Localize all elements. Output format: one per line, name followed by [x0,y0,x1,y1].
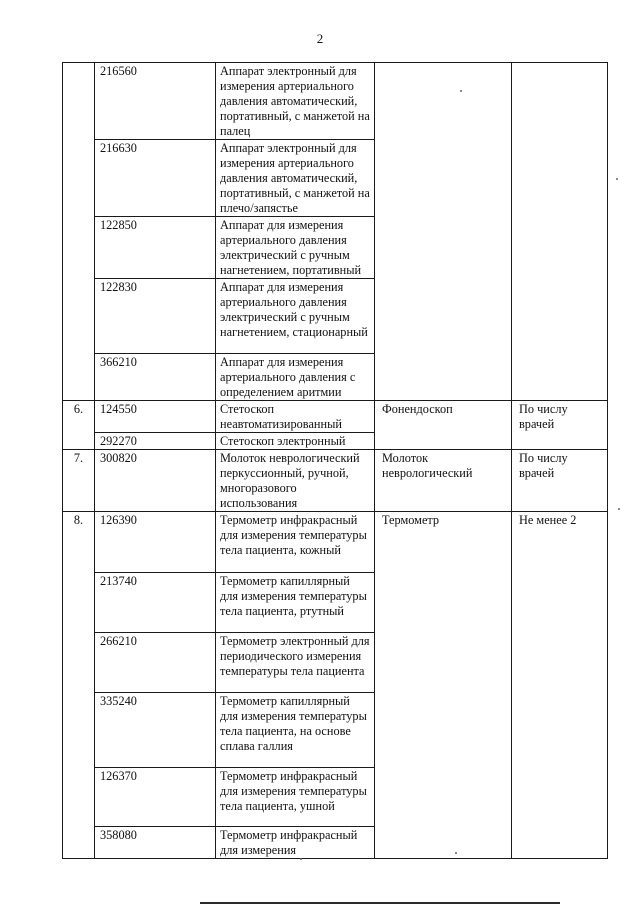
quantity-cell: Не менее 2 [512,512,608,859]
description-cell: Термометр инфракрасный для измерения температуры тела пациента, ушной [216,768,375,827]
code-cell: 300820 [95,450,216,512]
scan-speck [300,858,302,860]
description-cell: Стетоскоп неавтоматизированный [216,401,375,433]
scan-edge-line [200,902,560,904]
code-cell: 124550 [95,401,216,433]
page-number: 2 [316,31,324,46]
device-name-cell: Термометр [375,512,512,859]
description-cell: Аппарат для измерения артериального давления электрический с ручным нагнетением, портативный [216,217,375,279]
quantity-cell [512,63,608,401]
table-row [63,63,608,140]
table-row [63,401,608,433]
scan-speck [618,508,620,510]
description-cell: Термометр капиллярный для измерения температуры тела пациента, ртутный [216,573,375,633]
quantity-cell: По числу врачей [512,450,608,512]
code-cell: 122830 [95,279,216,354]
scan-speck [460,90,462,92]
row-number-cell: 7. [63,450,95,512]
device-name-cell [375,63,512,401]
code-cell: 216630 [95,140,216,217]
code-cell: 126390 [95,512,216,573]
code-cell: 366210 [95,354,216,401]
code-cell: 266210 [95,633,216,693]
description-cell: Аппарат электронный для измерения артериального давления автоматический, портативный, с манжетой на плечо/запястье [216,140,375,217]
code-cell: 122850 [95,217,216,279]
description-cell: Термометр инфракрасный для измерения [216,827,375,859]
table-row [63,512,608,573]
description-cell: Аппарат электронный для измерения артериального давления автоматический, портативный, с манжетой на палец [216,63,375,140]
scan-speck [455,852,457,854]
device-name-cell: Молоток неврологический [375,450,512,512]
device-name-cell: Фонендоскоп [375,401,512,450]
code-cell: 213740 [95,573,216,633]
code-cell: 335240 [95,693,216,768]
table-row [63,450,608,512]
description-cell: Аппарат для измерения артериального давления электрический с ручным нагнетением, стационарный [216,279,375,354]
description-cell: Термометр инфракрасный для измерения температуры тела пациента, кожный [216,512,375,573]
row-number-cell: 8. [63,512,95,859]
description-cell: Термометр капиллярный для измерения температуры тела пациента, на основе сплава галлия [216,693,375,768]
description-cell: Термометр электронный для периодического измерения температуры тела пациента [216,633,375,693]
code-cell: 126370 [95,768,216,827]
row-number-cell [63,63,95,401]
description-cell: Стетоскоп электронный [216,433,375,450]
quantity-cell: По числу врачей [512,401,608,450]
code-cell: 358080 [95,827,216,859]
description-cell: Молоток неврологический перкуссионный, ручной, многоразового использования [216,450,375,512]
equipment-table [62,62,608,859]
row-number-cell: 6. [63,401,95,450]
scan-speck [616,178,618,180]
code-cell: 216560 [95,63,216,140]
description-cell: Аппарат для измерения артериального давления с определением аритмии [216,354,375,401]
code-cell: 292270 [95,433,216,450]
